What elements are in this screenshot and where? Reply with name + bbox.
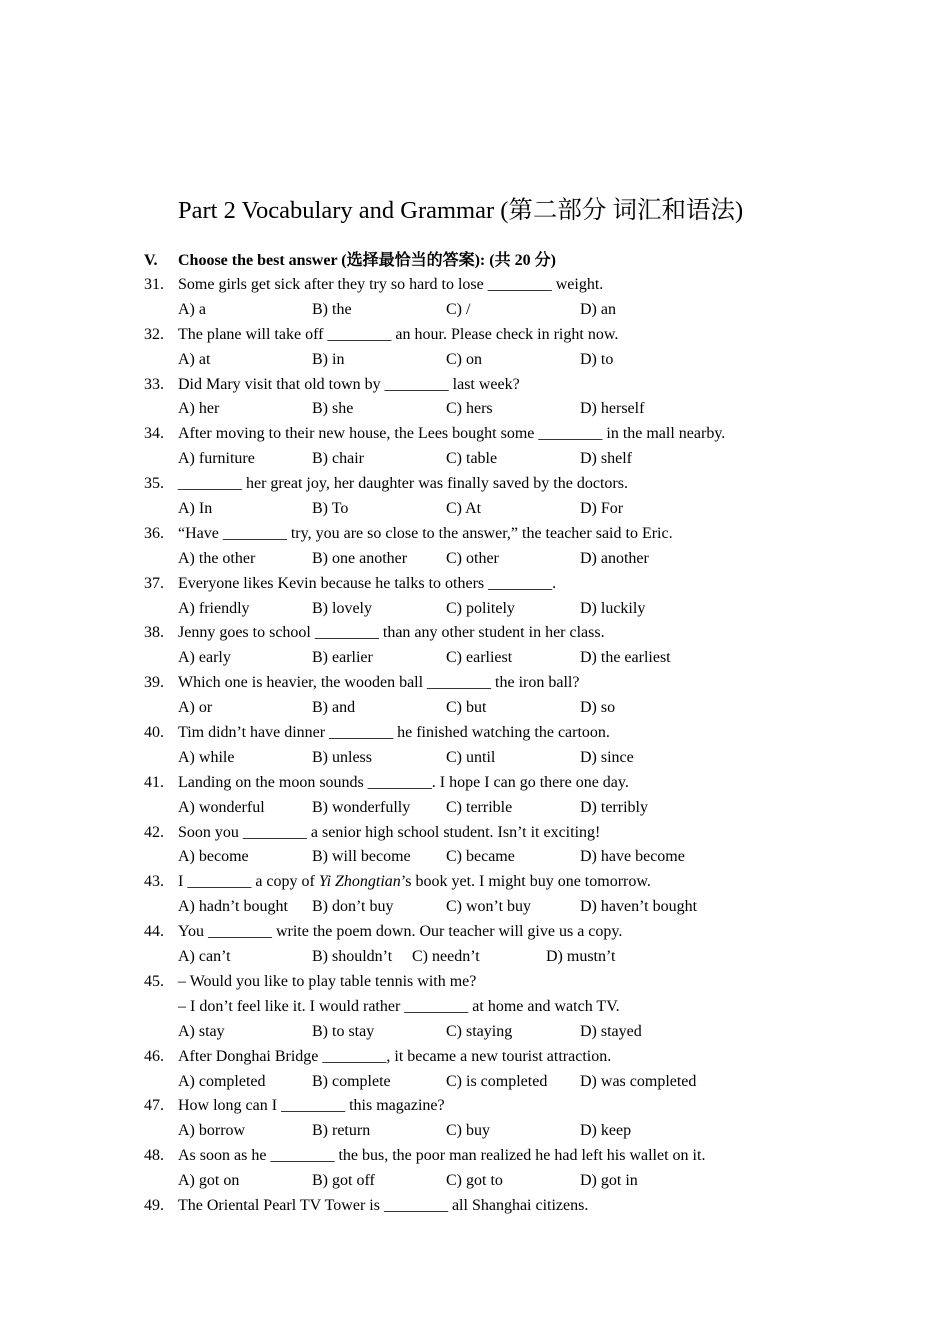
option-d: D) For: [580, 500, 624, 518]
question-31: [144, 275, 844, 325]
option-c: C) /: [446, 300, 471, 318]
question-text: Jenny goes to school ________ than any other student in her class.: [178, 624, 605, 642]
question-number: 39.: [144, 674, 164, 692]
question-33: [144, 375, 844, 425]
option-b: B) got off: [312, 1172, 375, 1190]
option-b: B) To: [312, 500, 349, 518]
option-c: C) got to: [446, 1172, 503, 1190]
option-b: B) shouldn’t: [312, 948, 393, 966]
question-49: [144, 1196, 844, 1221]
question-47: [144, 1096, 844, 1146]
option-c: C) is completed: [446, 1072, 548, 1090]
option-a: A) In: [178, 500, 213, 518]
question-text: Which one is heavier, the wooden ball ________ the iron ball?: [178, 674, 580, 692]
question-text: The plane will take off ________ an hour. Please check in right now.: [178, 325, 619, 343]
option-a: A) hadn’t bought: [178, 898, 288, 916]
question-text: – Would you like to play table tennis with me?: [178, 972, 477, 990]
question-number: 34.: [144, 425, 164, 443]
question-44: [144, 922, 844, 972]
option-a: A) while: [178, 748, 235, 766]
question-number: 43.: [144, 873, 164, 891]
question-number: 46.: [144, 1047, 164, 1065]
question-number: 31.: [144, 276, 164, 293]
option-c: C) needn’t: [412, 948, 480, 966]
option-c: C) buy: [446, 1122, 490, 1140]
option-a: A) can’t: [178, 948, 231, 966]
option-b: B) unless: [312, 748, 372, 766]
question-list: [144, 275, 844, 1221]
option-c: C) politely: [446, 599, 515, 617]
option-d: D) luckily: [580, 599, 646, 617]
option-a: A) friendly: [178, 599, 250, 617]
option-a: A) become: [178, 848, 249, 866]
question-text: “Have ________ try, you are so close to the answer,” the teacher said to Eric.: [178, 524, 673, 542]
question-32: [144, 325, 844, 375]
question-text: How long can I ________ this magazine?: [178, 1097, 445, 1115]
option-c: C) earliest: [446, 649, 513, 667]
question-46: [144, 1047, 844, 1097]
question-text: After Donghai Bridge ________, it became a new tourist attraction.: [178, 1047, 612, 1065]
question-text: Landing on the moon sounds ________. I hope I can go there one day.: [178, 773, 629, 791]
option-d: D) since: [580, 748, 634, 766]
question-number: 45.: [144, 972, 164, 990]
option-d: D) keep: [580, 1122, 632, 1140]
option-b: B) complete: [312, 1072, 391, 1090]
option-c: C) other: [446, 549, 499, 567]
option-c: C) staying: [446, 1022, 513, 1040]
section-instruction: Choose the best answer (选择最恰当的答案): (共 20 分): [178, 252, 556, 269]
option-b: B) and: [312, 699, 356, 717]
question-text: Everyone likes Kevin because he talks to others ________.: [178, 574, 557, 592]
question-number: 32.: [144, 325, 164, 343]
question-38: [144, 623, 844, 673]
option-c: C) on: [446, 350, 482, 368]
option-d: D) herself: [580, 400, 645, 418]
question-text: Did Mary visit that old town by ________ last week?: [178, 375, 520, 393]
option-a: A) borrow: [178, 1122, 246, 1140]
question-40: [144, 723, 844, 773]
question-number: 47.: [144, 1097, 164, 1115]
option-d: D) the earliest: [580, 649, 671, 667]
option-b: B) return: [312, 1122, 371, 1140]
option-a: A) furniture: [178, 450, 255, 468]
option-c: C) table: [446, 450, 498, 468]
option-b: B) the: [312, 300, 352, 318]
question-41: [144, 773, 844, 823]
option-a: A) completed: [178, 1072, 266, 1090]
option-b: B) lovely: [312, 599, 372, 617]
option-d: D) an: [580, 300, 616, 318]
question-number: 42.: [144, 823, 164, 841]
option-d: D) haven’t bought: [580, 898, 698, 916]
option-d: D) so: [580, 699, 616, 717]
question-39: [144, 673, 844, 723]
page-title: Part 2 Vocabulary and Grammar (第二部分 词汇和语法): [178, 197, 744, 224]
question-number: 41.: [144, 773, 164, 791]
question-text: As soon as he ________ the bus, the poor man realized he had left his wallet on it.: [178, 1147, 706, 1165]
question-text: ________ her great joy, her daughter was finally saved by the doctors.: [178, 475, 628, 493]
option-a: A) wonderful: [178, 798, 265, 816]
question-42: [144, 823, 844, 873]
option-d: D) stayed: [580, 1022, 642, 1040]
question-number: 38.: [144, 624, 164, 642]
question-text: I ________ a copy of Yi Zhongtian’s book yet. I might buy one tomorrow.: [178, 873, 651, 891]
question-text: You ________ write the poem down. Our teacher will give us a copy.: [178, 923, 623, 941]
option-a: A) stay: [178, 1022, 225, 1040]
option-d: D) to: [580, 350, 614, 368]
question-36: [144, 524, 844, 574]
question-text: After moving to their new house, the Lees bought some ________ in the mall nearby.: [178, 425, 726, 443]
question-text-line2: – I don’t feel like it. I would rather ________ at home and watch TV.: [178, 997, 620, 1015]
option-c: C) won’t buy: [446, 898, 532, 916]
question-number: 48.: [144, 1147, 164, 1165]
question-number: 35.: [144, 475, 164, 493]
question-45: [144, 972, 844, 1047]
option-b: B) in: [312, 350, 345, 368]
option-b: B) don’t buy: [312, 898, 394, 916]
option-c: C) At: [446, 500, 482, 518]
option-c: C) but: [446, 699, 487, 717]
option-a: A) the other: [178, 549, 256, 567]
question-number: 33.: [144, 375, 164, 393]
question-number: 36.: [144, 524, 164, 542]
option-a: A) or: [178, 699, 213, 717]
option-d: D) was completed: [580, 1072, 697, 1090]
option-a: A) at: [178, 350, 211, 368]
option-d: D) terribly: [580, 798, 648, 816]
question-number: 37.: [144, 574, 164, 592]
option-b: B) she: [312, 400, 354, 418]
question-34: [144, 424, 844, 474]
option-c: C) hers: [446, 400, 493, 418]
option-a: A) her: [178, 400, 220, 418]
option-d: D) shelf: [580, 450, 632, 468]
question-text: Some girls get sick after they try so hard to lose ________ weight.: [178, 276, 604, 293]
question-43: [144, 872, 844, 922]
option-b: B) wonderfully: [312, 798, 411, 816]
option-d: D) got in: [580, 1172, 638, 1190]
question-number: 40.: [144, 724, 164, 742]
option-c: C) became: [446, 848, 515, 866]
option-c: C) terrible: [446, 798, 513, 816]
option-a: A) early: [178, 649, 231, 667]
option-a: A) a: [178, 300, 206, 318]
question-text: Tim didn’t have dinner ________ he finished watching the cartoon.: [178, 724, 610, 742]
option-b: B) earlier: [312, 649, 373, 667]
question-text: The Oriental Pearl TV Tower is ________ all Shanghai citizens.: [178, 1196, 589, 1214]
option-b: B) one another: [312, 549, 408, 567]
option-c: C) until: [446, 748, 496, 766]
question-48: [144, 1146, 844, 1196]
question-35: [144, 474, 844, 524]
question-number: 49.: [144, 1196, 164, 1214]
option-d: D) mustn’t: [546, 948, 616, 966]
option-b: B) chair: [312, 450, 364, 468]
question-number: 44.: [144, 923, 164, 941]
option-d: D) another: [580, 549, 649, 567]
option-b: B) to stay: [312, 1022, 375, 1040]
option-b: B) will become: [312, 848, 411, 866]
option-a: A) got on: [178, 1172, 240, 1190]
question-text: Soon you ________ a senior high school student. Isn’t it exciting!: [178, 823, 601, 841]
question-37: [144, 574, 844, 624]
section-number: V.: [144, 252, 158, 269]
option-d: D) have become: [580, 848, 685, 866]
